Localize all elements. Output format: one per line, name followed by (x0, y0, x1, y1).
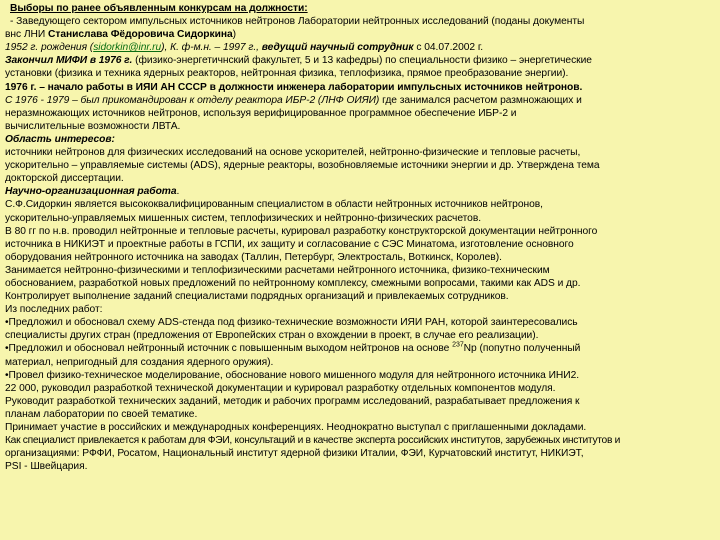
education-text-2: установки (физика и техника ядерных реакторов, нейтронная физика, теплофизика, прямое преобразование энергии). (5, 68, 569, 80)
sci-org-head-end: . (176, 186, 180, 198)
education-line-2 (5, 67, 717, 80)
position-end: ) (232, 29, 237, 41)
sci-org-line (5, 460, 717, 473)
sci-org-line (5, 290, 717, 303)
bio-since: с 04.07.2002 г. (416, 42, 484, 54)
candidate-name: Станислава Фёдоровича Сидоркина (48, 29, 233, 41)
bio-degree: ), К. ф-м.н. – 1997 г., (161, 42, 259, 54)
page-title (5, 2, 717, 15)
sci-org-line (5, 329, 717, 342)
sci-org-text-b8: PSI - Швейцария. (5, 461, 88, 473)
interests-heading (5, 133, 717, 146)
assignment-line-3 (5, 120, 717, 133)
position-text: - Заведующего сектором импульсных источников нейтронов Лаборатории нейтронных исследований (поданы документы (10, 16, 585, 28)
sci-org-line (5, 447, 717, 460)
sci-org-text-9: •Предложил и обосновал схему ADS-стенда под физико-технические возможности ИЯИ РАН, которой заинтересовались (5, 317, 578, 329)
sci-org-text-b0: материал, непригодный для создания ядерного оружия). (5, 356, 274, 368)
interests-line-2 (5, 159, 717, 172)
assignment-head: С 1976 - 1979 – был прикомандирован к отделу реактора ИБР-2 (ЛНФ ОИЯИ) (5, 94, 380, 106)
sci-org-text-b4: планам лаборатории по своей тематике. (5, 408, 198, 420)
education-head: Закончил МИФИ в 1976 г. (5, 55, 133, 67)
email-link[interactable]: sidorkin@inr.ru (93, 42, 162, 54)
interests-line-3 (5, 172, 717, 185)
sci-org-line (5, 356, 717, 369)
sci-org-text-7: Контролирует выполнение заданий специалистами подрядных организаций и привлекаемых сотрудников. (5, 291, 509, 303)
sci-org-text-b6: Как специалист привлекается к работам для ФЭИ, консультаций и в качестве эксперта российских институтов, зарубежных институтов и (5, 435, 621, 447)
np-after: Np (попутно полученный (463, 343, 581, 355)
sci-org-text-b7: организациями: РФФИ, Росатом, Национальный институт ядерной физики Италии, ФЭИ, Курчатовский институт, НИКИЭТ, (5, 448, 584, 460)
sci-org-line (5, 212, 717, 225)
interests-line-1 (5, 146, 717, 159)
sci-org-line (5, 277, 717, 290)
sci-org-text-b5: Принимает участие в российских и международных конференциях. Неоднократно выступал с приглашенными докладами. (5, 422, 587, 433)
career-start (5, 81, 717, 94)
sci-org-line (5, 382, 717, 395)
position-line-2 (5, 28, 717, 41)
position-text-2: внс ЛНИ (5, 29, 46, 41)
assignment-line-2 (5, 107, 717, 120)
assignment-line (5, 94, 717, 107)
np-line (5, 342, 717, 355)
sci-org-text-10: специалисты других стран (предложения от Европейских стран о вхождении в проект, в случае его реализации). (5, 330, 539, 342)
page-title-text: Выборы по ранее объявленным конкурсам на должности: (10, 3, 308, 14)
interests-text-3: докторской диссертации. (5, 173, 124, 185)
sci-org-text-2: В 80 гг по н.в. проводил нейтронные и тепловые расчеты, курировал разработку конструкторской документации нейтронного (5, 225, 598, 237)
sci-org-text-0: С.Ф.Сидоркин является высококвалифицированным специалистом в области нейтронных источников нейтронов, (5, 199, 543, 211)
bio-post: ведущий научный сотрудник (261, 42, 414, 54)
bio-birth: 1952 г. рождения ( (5, 42, 94, 54)
sci-org-text-3: источника в НИКИЭТ и проектные работы в ГСПИ, их защиту и согласование с СЭС Минатома, изготовление основного (5, 238, 574, 250)
sci-org-line (5, 408, 717, 421)
education-line (5, 54, 717, 67)
sci-org-line (5, 225, 717, 238)
sci-org-line (5, 303, 717, 316)
sci-org-head: Научно-организационная работа (5, 186, 177, 198)
sci-org-text-1: ускорительно-управляемых мишенных систем, теплофизических и нейтронно-физических расчетов. (5, 212, 482, 224)
np-isotope-mass: 237 (452, 342, 464, 350)
sci-org-text-4: оборудования нейтронного источника на заводах (Таллин, Петербург, Электросталь, Воткинск, Королев). (5, 251, 502, 263)
sci-org-line (5, 369, 717, 382)
sci-org-text-6: обоснованием, разработкой новых предложений по нейтронному комплексу, смежными вопросами, такими как ADS и др. (5, 277, 581, 289)
assignment-text-2: неразмножающих источников нейтронов, используя верифицированное программное обеспечение ИБР-2 и (5, 107, 517, 119)
interests-text-1: источники нейтронов для физических исследований на основе ускорителей, нейтронно-физические и тепловые расчеты, (5, 147, 581, 159)
sci-org-line (5, 434, 717, 447)
position-line (5, 15, 717, 28)
education-text-1: (физико-энергетичнский факультет, 5 и 13 кафедры) по специальности физико – энергетические (135, 55, 592, 67)
interests-text-2: ускорительно – управляемые системы (ADS), ядерные реакторы, возобновляемые источники энергии и др. Утверждена тема (5, 160, 600, 172)
sci-org-line (5, 395, 717, 408)
sci-org-heading (5, 185, 717, 198)
sci-org-line (5, 238, 717, 251)
sci-org-text-b1: •Провел физико-техническое моделирование, обоснование нового мишенного модуля для нейтронного источника ИНИ2. (5, 369, 580, 381)
interests-head: Область интересов: (5, 133, 115, 145)
assignment-text-3: вычислительные возможности ЛВТА. (5, 120, 181, 132)
sci-org-text-b3: Руководит разработкой технических заданий, методик и рабочих программ исследований, разрабатывает предложения к (5, 395, 580, 407)
sci-org-text-8: Из последних работ: (5, 304, 103, 316)
sci-org-text-b2: 22 000, руководил разработкой технической документации и курировал разработку отдельных компонентов модуля. (5, 382, 556, 394)
career-start-text: 1976 г. – начало работы в ИЯИ АН СССР в должности инженера лаборатории импульсных источников нейтронов. (5, 81, 583, 93)
assignment-text-1: где занимался расчетом размножающих и (382, 94, 582, 106)
sci-org-line (5, 251, 717, 264)
sci-org-line (5, 316, 717, 329)
document-body (5, 2, 717, 473)
sci-org-line (5, 421, 717, 434)
np-before: •Предложил и обосновал нейтронный источник с повышенным выходом нейтронов на основе (5, 343, 453, 355)
sci-org-text-5: Занимается нейтронно-физическими и теплофизическими расчетами нейтронного источника, физико-техническим (5, 264, 550, 276)
bio-line (5, 41, 717, 54)
sci-org-line (5, 264, 717, 277)
sci-org-line (5, 198, 717, 211)
